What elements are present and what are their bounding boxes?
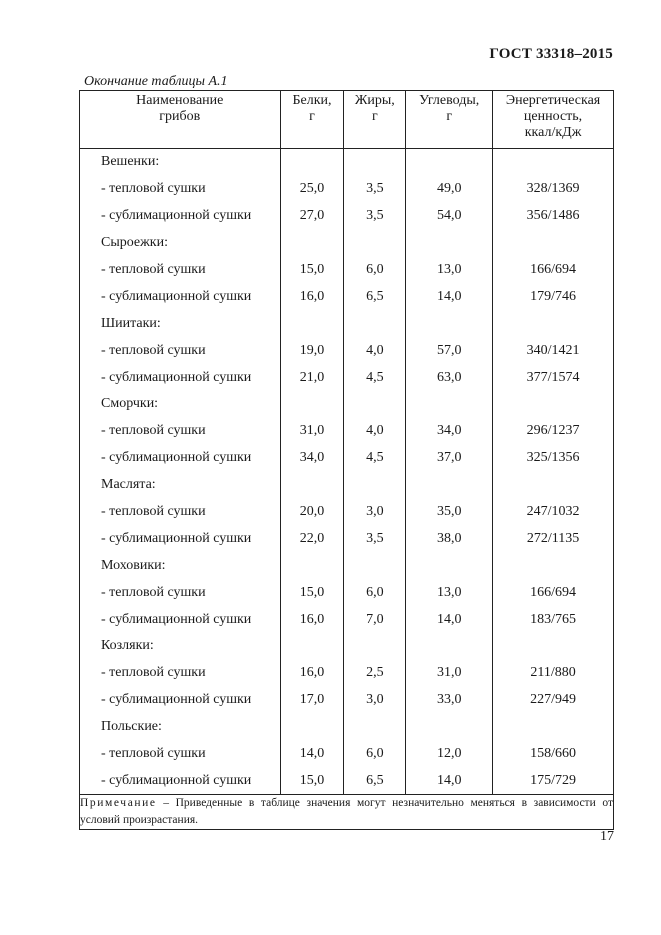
name-cell: - сублимационной сушки: [80, 283, 281, 310]
carbs-cell: 37,0: [406, 445, 493, 472]
name-cell: - сублимационной сушки: [80, 364, 281, 391]
protein-cell: 19,0: [280, 337, 344, 364]
header-line: г: [371, 109, 378, 124]
protein-cell: [280, 149, 344, 176]
protein-cell: 15,0: [280, 257, 344, 284]
energy-cell: [493, 149, 614, 176]
energy-cell: 211/880: [493, 660, 614, 687]
fat-cell: [344, 633, 406, 660]
energy-cell: [493, 472, 614, 499]
group-name-cell: Моховики:: [80, 552, 281, 579]
name-cell: - тепловой сушки: [80, 579, 281, 606]
carbs-cell: [406, 714, 493, 741]
nutrition-table: [79, 90, 614, 830]
protein-cell: [280, 552, 344, 579]
protein-cell: 20,0: [280, 499, 344, 526]
protein-cell: [280, 230, 344, 257]
fat-cell: 6,0: [344, 579, 406, 606]
carbs-cell: 54,0: [406, 203, 493, 230]
col-header-fat: [344, 91, 406, 149]
protein-cell: [280, 714, 344, 741]
group-name-cell: Польские:: [80, 714, 281, 741]
document-code: ГОСТ 33318–2015: [489, 46, 613, 62]
protein-cell: 17,0: [280, 687, 344, 714]
table-row: [80, 606, 614, 633]
carbs-cell: 31,0: [406, 660, 493, 687]
group-row: [80, 552, 614, 579]
fat-cell: [344, 472, 406, 499]
protein-cell: 25,0: [280, 176, 344, 203]
energy-cell: 175/729: [493, 767, 614, 794]
energy-cell: 328/1369: [493, 176, 614, 203]
fat-cell: [344, 391, 406, 418]
fat-cell: 6,0: [344, 741, 406, 768]
fat-cell: [344, 230, 406, 257]
carbs-cell: [406, 472, 493, 499]
fat-cell: 3,0: [344, 499, 406, 526]
table-row: [80, 203, 614, 230]
fat-cell: [344, 714, 406, 741]
energy-cell: 296/1237: [493, 418, 614, 445]
header-line: Энергетическая: [505, 93, 601, 108]
table-row: [80, 337, 614, 364]
table-row: [80, 767, 614, 794]
group-name-cell: Маслята:: [80, 472, 281, 499]
group-name-cell: Сыроежки:: [80, 230, 281, 257]
carbs-cell: 14,0: [406, 283, 493, 310]
group-row: [80, 714, 614, 741]
group-row: [80, 633, 614, 660]
energy-cell: [493, 633, 614, 660]
table-row: [80, 525, 614, 552]
name-cell: - сублимационной сушки: [80, 767, 281, 794]
carbs-cell: [406, 552, 493, 579]
name-cell: - сублимационной сушки: [80, 687, 281, 714]
header-line: Наименование: [136, 93, 224, 108]
table-row: [80, 418, 614, 445]
table-row: [80, 445, 614, 472]
group-row: [80, 472, 614, 499]
carbs-cell: 63,0: [406, 364, 493, 391]
fat-cell: 4,0: [344, 337, 406, 364]
protein-cell: 21,0: [280, 364, 344, 391]
protein-cell: 31,0: [280, 418, 344, 445]
fat-cell: 7,0: [344, 606, 406, 633]
group-name-cell: Козляки:: [80, 633, 281, 660]
protein-cell: 16,0: [280, 283, 344, 310]
energy-cell: 247/1032: [493, 499, 614, 526]
carbs-cell: 12,0: [406, 741, 493, 768]
carbs-cell: 14,0: [406, 606, 493, 633]
energy-cell: [493, 310, 614, 337]
col-header-carbs: [406, 91, 493, 149]
fat-cell: 3,5: [344, 525, 406, 552]
name-cell: - тепловой сушки: [80, 499, 281, 526]
carbs-cell: 14,0: [406, 767, 493, 794]
fat-cell: 6,5: [344, 283, 406, 310]
group-row: [80, 310, 614, 337]
group-name-cell: Вешенки:: [80, 149, 281, 176]
table-header: [80, 91, 614, 149]
carbs-cell: 35,0: [406, 499, 493, 526]
group-row: [80, 149, 614, 176]
carbs-cell: [406, 633, 493, 660]
fat-cell: [344, 310, 406, 337]
protein-cell: 15,0: [280, 579, 344, 606]
header-line: г: [309, 109, 315, 124]
fat-cell: 6,5: [344, 767, 406, 794]
energy-cell: [493, 714, 614, 741]
table-body: [80, 149, 614, 795]
note-text: – Приведенные в таблице значения могут незначительно меняться в зависимости от условий произрастания.: [80, 797, 613, 827]
group-name-cell: Сморчки:: [80, 391, 281, 418]
header-line: г: [446, 109, 453, 124]
carbs-cell: 34,0: [406, 418, 493, 445]
energy-cell: 377/1574: [493, 364, 614, 391]
name-cell: - тепловой сушки: [80, 337, 281, 364]
header-line: ценность,: [523, 109, 583, 124]
table-row: [80, 660, 614, 687]
table-row: [80, 283, 614, 310]
table-caption: Окончание таблицы А.1: [84, 74, 228, 89]
name-cell: - сублимационной сушки: [80, 606, 281, 633]
protein-cell: [280, 472, 344, 499]
protein-cell: 34,0: [280, 445, 344, 472]
col-header-name: [80, 91, 281, 149]
name-cell: - тепловой сушки: [80, 176, 281, 203]
protein-cell: 14,0: [280, 741, 344, 768]
fat-cell: 6,0: [344, 257, 406, 284]
col-header-energy: [493, 91, 614, 149]
protein-cell: [280, 633, 344, 660]
carbs-cell: 57,0: [406, 337, 493, 364]
energy-cell: 166/694: [493, 257, 614, 284]
fat-cell: 4,5: [344, 364, 406, 391]
protein-cell: 22,0: [280, 525, 344, 552]
group-name-cell: Шиитаки:: [80, 310, 281, 337]
energy-cell: [493, 552, 614, 579]
fat-cell: 4,0: [344, 418, 406, 445]
energy-cell: 183/765: [493, 606, 614, 633]
group-row: [80, 230, 614, 257]
carbs-cell: 33,0: [406, 687, 493, 714]
fat-cell: 3,5: [344, 203, 406, 230]
header-line: ккал/кДж: [524, 125, 582, 140]
name-cell: - тепловой сушки: [80, 660, 281, 687]
table-row: [80, 364, 614, 391]
fat-cell: 3,5: [344, 176, 406, 203]
fat-cell: [344, 149, 406, 176]
header-line: Жиры,: [354, 93, 395, 108]
energy-cell: 325/1356: [493, 445, 614, 472]
name-cell: - тепловой сушки: [80, 257, 281, 284]
name-cell: - сублимационной сушки: [80, 203, 281, 230]
energy-cell: [493, 230, 614, 257]
energy-cell: 340/1421: [493, 337, 614, 364]
protein-cell: 16,0: [280, 606, 344, 633]
table-row: [80, 499, 614, 526]
group-row: [80, 391, 614, 418]
name-cell: - сублимационной сушки: [80, 525, 281, 552]
protein-cell: 16,0: [280, 660, 344, 687]
page-number: 17: [600, 829, 614, 844]
table-row: [80, 741, 614, 768]
table-note: [80, 795, 614, 830]
table-note-row: [80, 795, 614, 830]
carbs-cell: [406, 310, 493, 337]
table-row: [80, 687, 614, 714]
table-row: [80, 257, 614, 284]
energy-cell: 166/694: [493, 579, 614, 606]
note-label: Примечание: [80, 797, 157, 810]
carbs-cell: [406, 230, 493, 257]
header-line: грибов: [159, 109, 201, 124]
carbs-cell: [406, 149, 493, 176]
fat-cell: 4,5: [344, 445, 406, 472]
col-header-protein: [280, 91, 344, 149]
name-cell: - тепловой сушки: [80, 418, 281, 445]
protein-cell: [280, 310, 344, 337]
name-cell: - сублимационной сушки: [80, 445, 281, 472]
carbs-cell: 49,0: [406, 176, 493, 203]
energy-cell: 227/949: [493, 687, 614, 714]
carbs-cell: [406, 391, 493, 418]
table-row: [80, 579, 614, 606]
protein-cell: 27,0: [280, 203, 344, 230]
header-line: Углеводы,: [419, 93, 480, 108]
carbs-cell: 13,0: [406, 257, 493, 284]
energy-cell: 272/1135: [493, 525, 614, 552]
fat-cell: 3,0: [344, 687, 406, 714]
fat-cell: [344, 552, 406, 579]
energy-cell: 356/1486: [493, 203, 614, 230]
energy-cell: 158/660: [493, 741, 614, 768]
name-cell: - тепловой сушки: [80, 741, 281, 768]
protein-cell: [280, 391, 344, 418]
header-line: Белки,: [292, 93, 332, 108]
energy-cell: [493, 391, 614, 418]
protein-cell: 15,0: [280, 767, 344, 794]
table-row: [80, 176, 614, 203]
fat-cell: 2,5: [344, 660, 406, 687]
energy-cell: 179/746: [493, 283, 614, 310]
carbs-cell: 13,0: [406, 579, 493, 606]
carbs-cell: 38,0: [406, 525, 493, 552]
